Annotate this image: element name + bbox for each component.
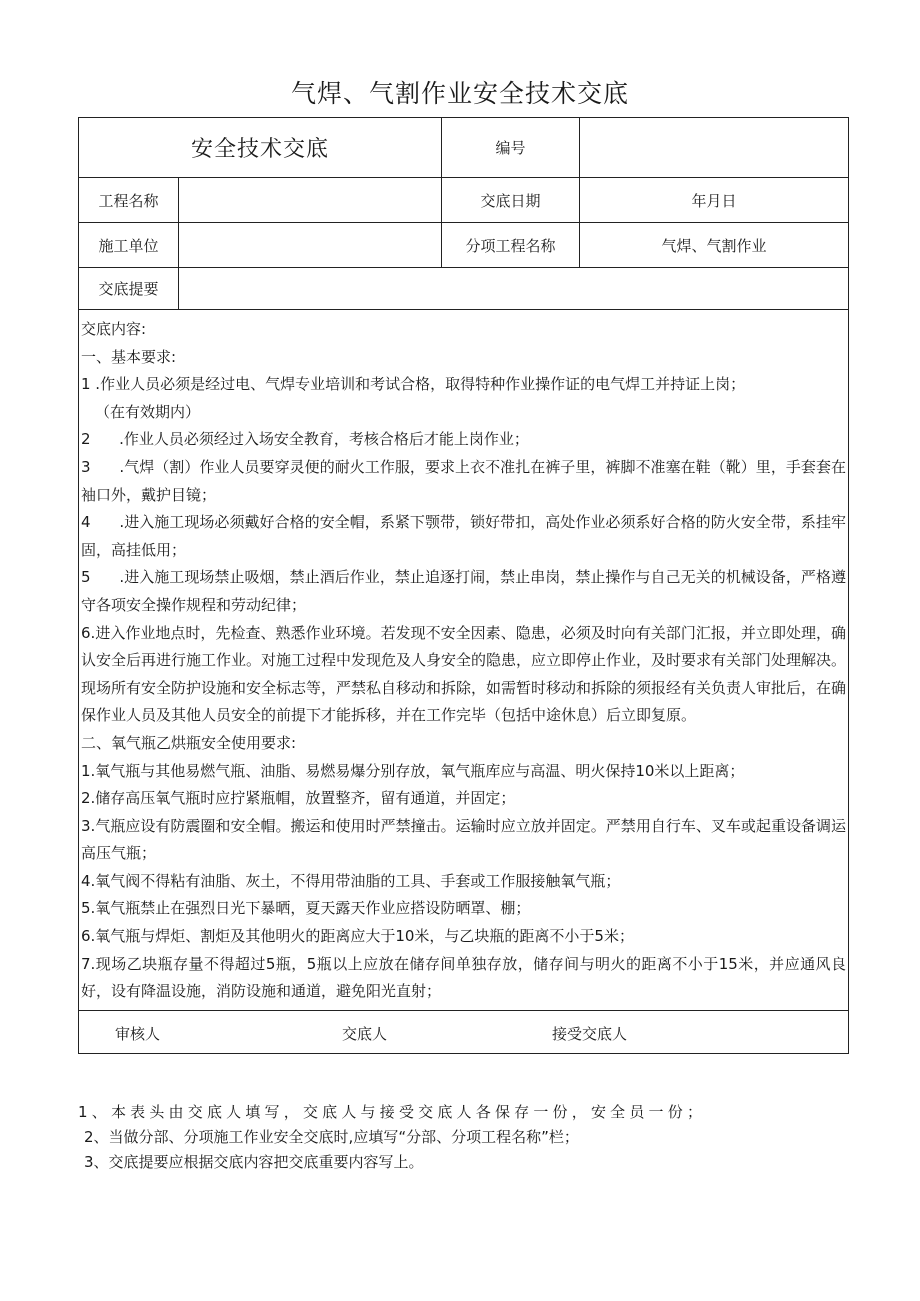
section-2-title: 二、氧气瓶乙烘瓶安全使用要求: (81, 733, 297, 752)
discloser-label: 交底人 (342, 1024, 388, 1043)
signature-row (79, 1010, 849, 1053)
date-field[interactable]: 年月日 (580, 178, 849, 223)
section-1-item: 3 .气焊（割）作业人员要穿灵便的耐火工作服，要求上衣不准扎在裤子里，裤脚不准塞在鞋（靴）里，手套套在袖口外，戴护目镜； (81, 457, 847, 504)
section-2-item: 4.氧气阀不得粘有油脂、灰土，不得用带油脂的工具、手套或工作服接触氧气瓶； (81, 871, 621, 890)
section-1-title: 一、基本要求: (81, 347, 177, 366)
section-2-item: 1.氧气瓶与其他易燃气瓶、油脂、易燃易爆分别存放，氧气瓶库应与高温、明火保持10米以上距离； (81, 761, 745, 780)
footnote: 3、交底提要应根据交底内容把交底重要内容写上。 (84, 1153, 424, 1171)
content-heading: 交底内容: (81, 320, 147, 338)
section-2-item: 7.现场乙块瓶存量不得超过5瓶，5瓶以上应放在储存间单独存放，储存间与明火的距离不小于15米，并应通风良好，设有降温设施，消防设施和通道，避免阳光直射； (81, 954, 847, 1001)
section-1-item: 4 .进入施工现场必须戴好合格的安全帽，系紧下颚带，锁好带扣，高处作业必须系好合格的防火安全带，系挂牢固，高挂低用； (81, 513, 847, 559)
receiver-label: 接受交底人 (552, 1024, 628, 1043)
number-field[interactable] (580, 118, 849, 178)
section-2-item: 5.氧气瓶禁止在强烈日光下暴晒，夏天露天作业应搭设防晒罩、棚； (81, 899, 531, 918)
sub-project-name-field[interactable]: 气焊、气割作业 (580, 223, 849, 268)
summary-field[interactable] (179, 268, 849, 310)
disclosure-form (78, 117, 849, 1054)
section-1-item: 2 .作业人员必须经过入场安全教育，考核合格后才能上岗作业； (81, 430, 529, 449)
section-1-item: 5 .进入施工现场禁止吸烟，禁止酒后作业，禁止追逐打闹，禁止串岗，禁止操作与自己无关的机械设备，严格遵守各项安全操作规程和劳动纪律； (81, 568, 847, 614)
construction-unit-label: 施工单位 (79, 223, 179, 268)
footnotes (78, 1100, 850, 1175)
document-title: 气焊、气割作业安全技术交底 (290, 79, 629, 108)
disclosure-content (79, 310, 849, 1011)
section-1-item: （在有效期内） (95, 402, 201, 421)
section-1-item: 6.进入作业地点时，先检查、熟悉作业环境。若发现不安全因素、隐患，必须及时向有关部门汇报，并立即处理，确认安全后再进行施工作业。对施工过程中发现危及人身安全的隐患，应立即停止作业，及时要求有关部门处理解决。现场所有安全防护设施和安全标志等，严禁私自移动和拆除，如需暂时移动和拆除的须报经有关负责人审批后，在确保作业人员及其他人员安全的前提下才能拆移，并在工作完毕（包括中途休息）后立即复原。 (81, 623, 847, 725)
section-1-item: 1 .作业人员必须是经过电、气焊专业培训和考试合格，取得特种作业操作证的电气焊工并持证上岗； (81, 375, 746, 394)
footnote: 2、当做分部、分项施工作业安全交底时,应填写“分部、分项工程名称”栏； (84, 1128, 579, 1146)
section-2-item: 3.气瓶应设有防震圈和安全帽。搬运和使用时严禁撞击。运输时应立放并固定。严禁用自行车、叉车或起重设备调运高压气瓶； (81, 816, 847, 863)
project-name-field[interactable] (179, 178, 442, 223)
section-2-item: 2.储存高压氧气瓶时应拧紧瓶帽，放置整齐，留有通道，并固定； (81, 789, 516, 808)
date-label: 交底日期 (442, 178, 580, 223)
section-2-item: 6.氧气瓶与焊炬、割炬及其他明火的距离应大于10米，与乙块瓶的距离不小于5米； (81, 927, 634, 946)
number-label: 编号 (442, 118, 580, 178)
construction-unit-field[interactable] (179, 223, 442, 268)
summary-label: 交底提要 (79, 268, 179, 310)
project-name-label: 工程名称 (79, 178, 179, 223)
reviewer-label: 审核人 (115, 1024, 161, 1043)
footnote: 1、本表头由交底人填写，交底人与接受交底人各保存一份，安全员一份； (78, 1103, 707, 1121)
form-main-label: 安全技术交底 (79, 118, 442, 178)
sub-project-name-label: 分项工程名称 (442, 223, 580, 268)
